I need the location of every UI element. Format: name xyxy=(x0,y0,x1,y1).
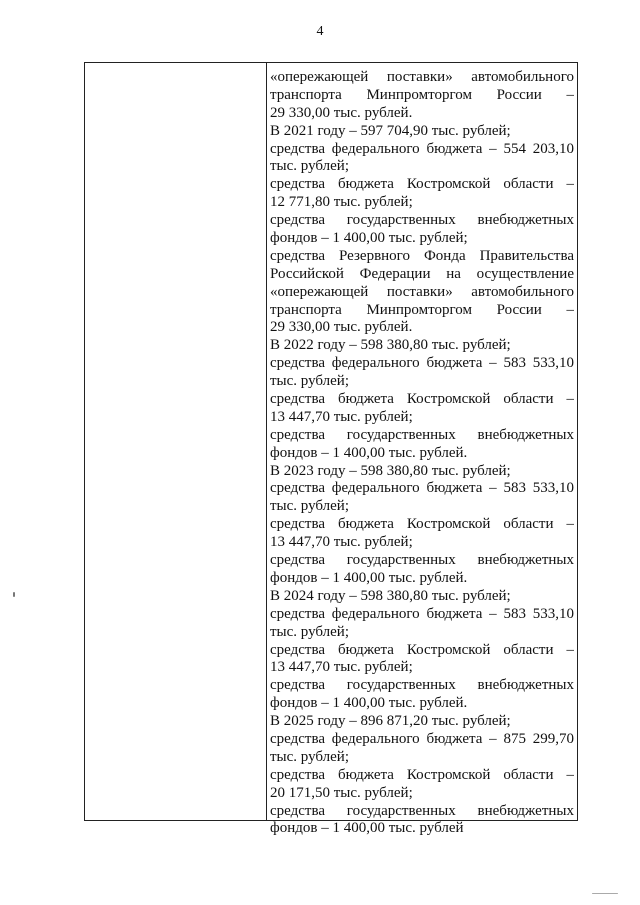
text-line: фондов – 1 400,00 тыс. рублей. xyxy=(270,444,468,461)
text-line: средства бюджета Костромской области – xyxy=(270,641,574,658)
text-line: средства государственных внебюджетных xyxy=(270,677,574,694)
text-line: средства федерального бюджета – 583 533,10 xyxy=(270,355,574,372)
text-line: 13 447,70 тыс. рублей; xyxy=(270,534,413,551)
scan-mark-left-dot xyxy=(13,592,15,597)
text-line: фондов – 1 400,00 тыс. рублей. xyxy=(270,569,468,586)
text-line: В 2023 году – 598 380,80 тыс. рублей; xyxy=(270,462,511,479)
text-line: 29 330,00 тыс. рублей. xyxy=(270,104,413,121)
text-line: средства бюджета Костромской области – xyxy=(270,766,574,783)
text-line: средства государственных внебюджетных xyxy=(270,212,574,229)
text-line: тыс. рублей; xyxy=(270,158,349,175)
text-line: В 2022 году – 598 380,80 тыс. рублей; xyxy=(270,337,511,354)
text-line: средства федерального бюджета – 583 533,10 xyxy=(270,605,574,622)
table-left-cell xyxy=(85,63,267,820)
text-line: 29 330,00 тыс. рублей. xyxy=(270,319,413,336)
text-line: средства бюджета Костромской области – xyxy=(270,176,574,193)
text-line: Российской Федерации на осуществление xyxy=(270,265,574,282)
text-line: средства Резервного Фонда Правительства xyxy=(270,247,574,264)
text-line: фондов – 1 400,00 тыс. рублей xyxy=(270,820,464,837)
text-line: средства государственных внебюджетных xyxy=(270,802,574,819)
text-line: тыс. рублей; xyxy=(270,623,349,640)
text-line: тыс. рублей; xyxy=(270,373,349,390)
text-line: В 2025 году – 896 871,20 тыс. рублей; xyxy=(270,713,511,730)
text-line: транспорта Минпромторгом России – xyxy=(270,301,574,318)
text-line: тыс. рублей; xyxy=(270,748,349,765)
text-line: средства бюджета Костромской области – xyxy=(270,391,574,408)
scan-mark-bottom-right xyxy=(592,893,618,894)
text-line: 12 771,80 тыс. рублей; xyxy=(270,194,413,211)
text-line: тыс. рублей; xyxy=(270,498,349,515)
document-table xyxy=(84,62,578,837)
text-line: средства государственных внебюджетных xyxy=(270,426,574,443)
text-line: фондов – 1 400,00 тыс. рублей; xyxy=(270,230,468,247)
text-line: средства федерального бюджета – 583 533,10 xyxy=(270,480,574,497)
text-line: 13 447,70 тыс. рублей; xyxy=(270,659,413,676)
text-line: 20 171,50 тыс. рублей; xyxy=(270,784,413,801)
page-number: 4 xyxy=(316,24,324,39)
text-line: средства государственных внебюджетных xyxy=(270,552,574,569)
text-line: «опережающей поставки» автомобильного xyxy=(270,283,574,300)
text-line: средства федерального бюджета – 554 203,10 xyxy=(270,140,574,157)
text-line: фондов – 1 400,00 тыс. рублей. xyxy=(270,695,468,712)
text-line: средства федерального бюджета – 875 299,70 xyxy=(270,730,574,747)
text-line: В 2024 году – 598 380,80 тыс. рублей; xyxy=(270,587,511,604)
text-line: 13 447,70 тыс. рублей; xyxy=(270,408,413,425)
text-line: транспорта Минпромторгом России – xyxy=(270,86,574,103)
text-line: «опережающей поставки» автомобильного xyxy=(270,69,574,85)
table-right-cell xyxy=(267,63,577,837)
text-line: В 2021 году – 597 704,90 тыс. рублей; xyxy=(270,122,511,139)
text-line: средства бюджета Костромской области – xyxy=(270,516,574,533)
